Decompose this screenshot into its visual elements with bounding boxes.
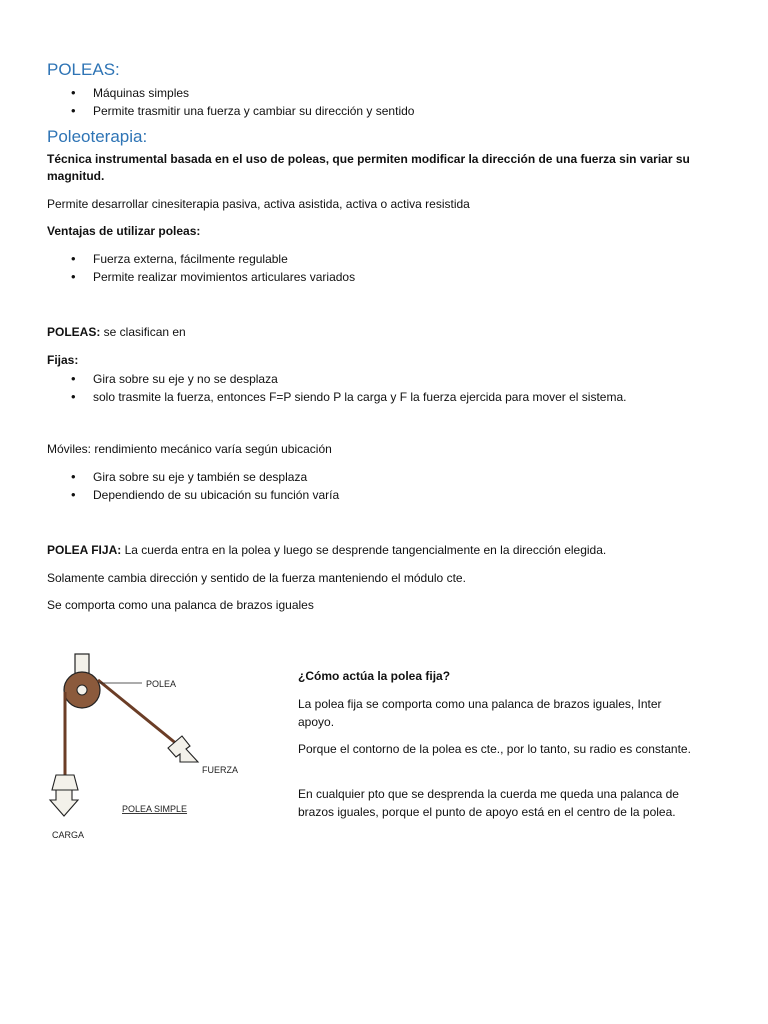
clasifican-paragraph (47, 324, 707, 341)
polea-fija-text: La cuerda entra en la polea y luego se desprende tangencialmente en la dirección elegida. (121, 543, 607, 557)
list-item: • Permite trasmitir una fuerza y cambiar su dirección y sentido (47, 102, 414, 120)
list-item: • solo trasmite la fuerza, entonces F=P siendo P la carga y F la fuerza ejercida para mover el sistema. (47, 388, 626, 406)
permite-paragraph: Permite desarrollar cinesiterapia pasiva, activa asistida, activa o activa resistida (47, 197, 470, 211)
comporta-paragraph: Se comporta como una palanca de brazos iguales (47, 598, 314, 612)
poleas-heading: POLEAS: (47, 60, 120, 79)
polea-simple-label: POLEA SIMPLE (122, 804, 188, 814)
list-item: • Máquinas simples (47, 84, 414, 102)
load-arrow (50, 790, 78, 816)
carga-label: CARGA (52, 830, 85, 840)
polea-label: POLEA (146, 679, 177, 689)
list-item: • Gira sobre su eje y no se desplaza (47, 370, 626, 388)
fijas-list (47, 370, 626, 406)
como-paragraph-3: En cualquier pto que se desprenda la cuerda me queda una palanca de brazos iguales, porque el punto de apoyo está en el centro de la polea. (298, 787, 679, 819)
polea-fija-bold: POLEA FIJA: (47, 543, 122, 557)
rope-force (98, 680, 178, 745)
pulley-illustration (40, 650, 260, 845)
moviles-heading: Móviles: rendimiento mecánico varía según ubicación (47, 442, 332, 456)
fijas-heading: Fijas: (47, 353, 79, 367)
como-paragraph-1: La polea fija se comporta como una palanca de brazos iguales, Inter apoyo. (298, 697, 662, 729)
poleoterapia-heading: Poleoterapia: (47, 127, 148, 146)
list-item: • Dependiendo de su ubicación su función varía (47, 486, 339, 504)
load-block (52, 775, 78, 790)
ventajas-list (47, 250, 355, 286)
como-heading: ¿Cómo actúa la polea fija? (298, 669, 451, 683)
moviles-list (47, 468, 339, 504)
clasifican-bold: POLEAS: (47, 325, 101, 339)
list-item: • Gira sobre su eje y también se desplaza (47, 468, 339, 486)
pulley-axle (77, 685, 87, 695)
poleas-list (47, 84, 414, 120)
polea-fija-paragraph (47, 542, 707, 559)
solamente-paragraph: Solamente cambia dirección y sentido de la fuerza manteniendo el módulo cte. (47, 571, 466, 585)
fuerza-label: FUERZA (202, 765, 238, 775)
list-item: • Permite realizar movimientos articulares variados (47, 268, 355, 286)
list-item: • Fuerza externa, fácilmente regulable (47, 250, 355, 268)
clasifican-text: se clasifican en (100, 325, 186, 339)
ventajas-heading: Ventajas de utilizar poleas: (47, 224, 201, 238)
como-paragraph-2: Porque el contorno de la polea es cte., por lo tanto, su radio es constante. (298, 742, 691, 756)
tecnica-paragraph: Técnica instrumental basada en el uso de poleas, que permiten modificar la dirección de una fuerza sin variar su magnitud. (47, 152, 690, 183)
